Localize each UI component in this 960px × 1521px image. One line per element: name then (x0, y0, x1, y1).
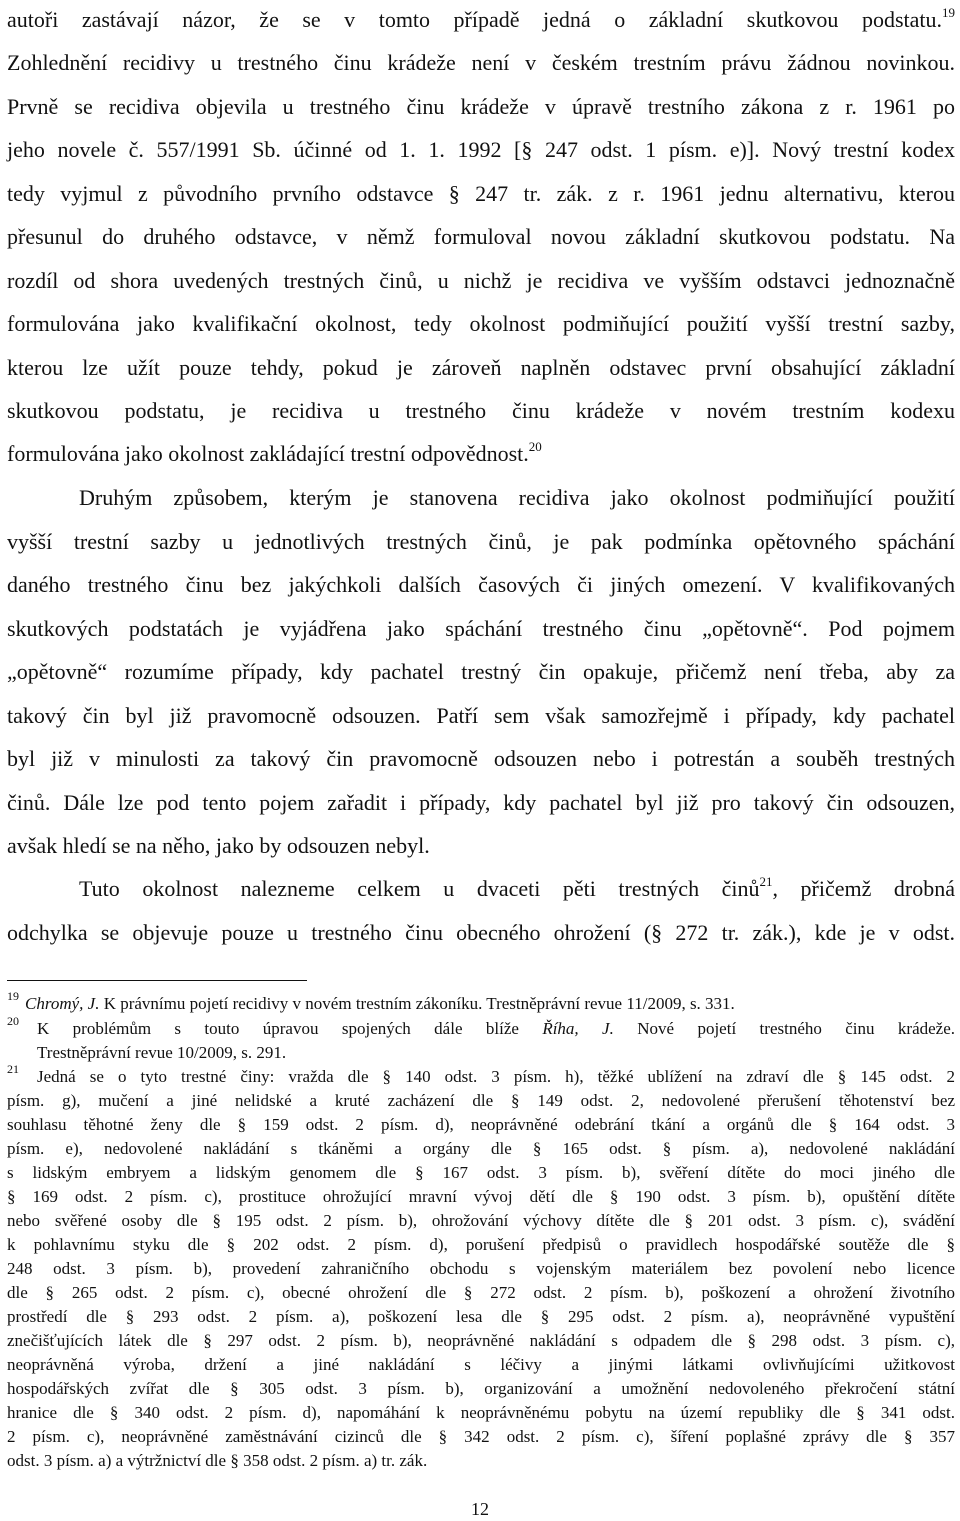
footnote-line: Trestněprávní revue 10/2009, s. 291. (37, 1043, 287, 1062)
footnote-mark: 21 (7, 1062, 19, 1076)
footnote-ref-19: 19 (942, 4, 955, 20)
footnote-line: souhlasu těhotné ženy dle § 159 odst. 2 písm. d), neoprávněné odebrání tkání a orgánů dle § 164 odst. 3 (7, 1115, 955, 1134)
text-line: autoři zastávají názor, že se v tomto případě jedná o základní skutkovou podstatu.$^{19}$ (7, 4, 955, 32)
footnote-line: prostředí dle § 293 odst. 2 písm. a), poškození lesa dle § 295 odst. 2 písm. a), neoprávněné vypuštění (7, 1307, 955, 1326)
footnote-line: § 169 odst. 2 písm. c), prostituce ohrožující mravní vývoj dětí dle § 190 odst. 3 písm. b), opuštění dítěte (7, 1187, 955, 1206)
text-line: Prvně se recidiva objevila u trestného činu krádeže v úpravě trestního zákona z r. 1961 po (7, 94, 955, 119)
text-line: formulována jako okolnost zakládající trestní odpovědnost.$^{20}$ (7, 438, 542, 466)
text-line: přesunul do druhého odstavce, v němž formuloval novou základní skutkovou podstatu. Na (7, 224, 955, 249)
footnote-line: Jedná se o tyto trestné činy: vražda dle § 140 odst. 3 písm. h), těžké ublížení na zdraví dle § 145 odst. 2 (37, 1067, 955, 1086)
footnote-line: Chromý, J. K právnímu pojetí recidivy v novém trestním zákoníku. Trestněprávní revue 11/2009, s. 331. (25, 994, 735, 1013)
footnote-line: znečišťujících látek dle § 297 odst. 2 písm. b), neoprávněné nakládání s odpadem dle § 298 odst. 3 písm. c), (7, 1331, 955, 1350)
footnote-line: hospodářských zvířat dle § 305 odst. 3 písm. b), organizování a umožnění nedovoleného překročení státní (7, 1379, 955, 1398)
footnote-mark: 19 (7, 989, 19, 1003)
text-line: skutkových podstatách je vyjádřena jako spáchání trestného činu „opětovně“. Pod pojmem (7, 616, 955, 641)
text-line: odchylka se objevuje pouze u trestného činu obecného ohrožení (§ 272 tr. zák.), kde je v odst. (7, 920, 955, 945)
text-line: tedy vyjmul z původního prvního odstavce § 247 tr. zák. z r. 1961 jednu alternativu, kterou (7, 181, 955, 206)
footnote-line: k pohlavnímu styku dle § 202 odst. 2 písm. d), porušení předpisů o pravidlech hospodářské soutěže dle § (7, 1235, 955, 1254)
text-line: rozdíl od shora uvedených trestných činů, u nichž je recidiva ve vyšším odstavci jednoznačně (7, 268, 955, 293)
footnote-line: hranice dle § 340 odst. 2 písm. d), napomáhání k neoprávněnému pobytu na území republiky dle § 341 odst. (7, 1403, 955, 1422)
footnote-line: K problémům s touto úpravou spojených dále blíže Říha, J. Nové pojetí trestného činu krádeže. (37, 1019, 956, 1038)
page-number: 12 (471, 1499, 489, 1519)
footnote-line: nebo svěřené osoby dle § 195 odst. 2 písm. b), ohrožování výchovy dítěte dle § 201 odst. 3 písm. c), svádění (7, 1211, 955, 1230)
text-line: byl již v minulosti za takový čin pravomocně odsouzen nebo i potrestán a souběh trestných (7, 746, 955, 771)
footnote-separator (7, 980, 307, 981)
footnote-line: písm. e), nedovolené nakládání s tkáněmi a orgány dle § 165 odst. § písm. a), nedovolené nakládání (7, 1139, 955, 1158)
text-line: takový čin byl již pravomocně odsouzen. Patří sem však samozřejmě i případy, kdy pachatel (7, 703, 955, 728)
footnote-ref-20: 20 (528, 438, 542, 454)
text-line: kterou lze užít pouze tehdy, pokud je zároveň naplněn odstavec první obsahující základní (7, 355, 955, 380)
footnote-ref-21: 21 (759, 873, 773, 889)
text-line: Tuto okolnost nalezneme celkem u dvaceti pěti trestných činů$^{21}$, přičemž drobná (79, 873, 956, 901)
text-line: formulována jako kvalifikační okolnost, tedy okolnost podmiňující použití vyšší trestní sazby, (7, 311, 955, 336)
footnote-mark: 20 (7, 1014, 19, 1028)
text-line: avšak hledí se na něho, jako by odsouzen nebyl. (7, 833, 430, 858)
footnote-line: dle § 265 odst. 2 písm. c), obecné ohrožení dle § 272 odst. 2 písm. b), poškození a ohrožení životního (7, 1283, 955, 1302)
footnote-line: 248 odst. 3 písm. b), provedení zahraničního obchodu s vojenským materiálem bez povolení nebo licence (7, 1259, 955, 1278)
footnote-line: s lidským embryem a lidským genomem dle § 167 odst. 3 písm. b), svěření dítěte do moci jiného dle (7, 1163, 955, 1182)
footnote-line: neoprávněná výroba, držení a jiné nakládání s léčivy a jinými látkami ovlivňujícími užitkovost (7, 1355, 955, 1374)
text-line: skutkovou podstatu, je recidiva u trestného činu krádeže v novém trestním kodexu (7, 398, 955, 423)
text-line: vyšší trestní sazby u jednotlivých trestných činů, je pak podmínka opětovného spáchání (7, 529, 955, 554)
text-line: Zohlednění recidivy u trestného činu krádeže není v českém trestním právu žádnou novinkou. (7, 50, 955, 75)
text-line: „opětovně“ rozumíme případy, kdy pachatel trestný čin opakuje, přičemž není třeba, aby za (7, 659, 955, 684)
footnote-line: 2 písm. c), neoprávněné zaměstnávání cizinců dle § 342 odst. 2 písm. c), šíření poplašné zprávy dle § 357 (7, 1427, 955, 1446)
text-line: Druhým způsobem, kterým je stanovena recidiva jako okolnost podmiňující použití (79, 485, 955, 510)
text-line: jeho novele č. 557/1991 Sb. účinné od 1. 1. 1992 [§ 247 odst. 1 písm. e)]. Nový trestní kodex (7, 137, 955, 162)
footnote-line: odst. 3 písm. a) a výtržnictví dle § 358 odst. 2 písm. a) tr. zák. (7, 1451, 428, 1470)
text-line: daného trestného činu bez jakýchkoli dalších časových či jiných omezení. V kvalifikovaných (7, 572, 955, 597)
footnote-line: písm. g), mučení a jiné nelidské a kruté zacházení dle § 149 odst. 2, nedovolené přerušení těhotenství bez (7, 1091, 955, 1110)
text-line: činů. Dále lze pod tento pojem zařadit i případy, kdy pachatel byl již pro takový čin odsouzen, (7, 790, 955, 815)
